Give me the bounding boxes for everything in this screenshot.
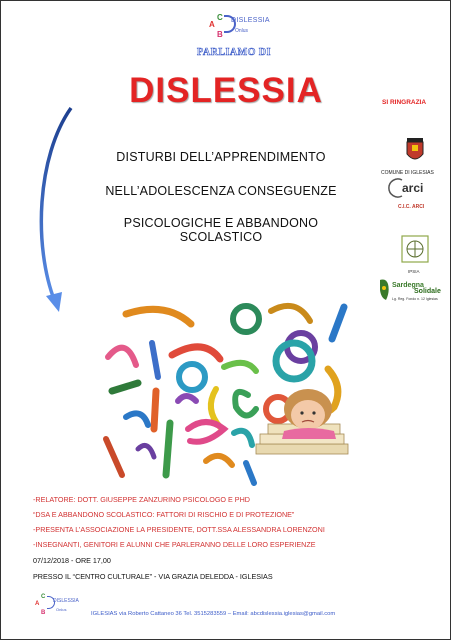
relatore-line: -RELATORE: DOTT. GIUSEPPE ZANZURINO PSICOLOGO E PHD bbox=[33, 495, 250, 504]
cic-arci-label: C.I.C. ARCI bbox=[398, 204, 425, 210]
subtitle-line-3: PSICOLOGICHE E ABBANDONO SCOLASTICO bbox=[123, 216, 319, 244]
logo-letter-a: A bbox=[209, 20, 215, 29]
subtitle-line-1: DISTURBI DELL’APPRENDIMENTO bbox=[116, 150, 326, 164]
sardegna-word: Sardegna bbox=[392, 282, 424, 289]
letters-and-child-illustration bbox=[96, 299, 356, 489]
si-ringrazia-label: SI RINGRAZIA bbox=[382, 99, 427, 106]
ipsia-emblem-icon bbox=[401, 235, 429, 265]
logo-letter-c: C bbox=[217, 13, 223, 22]
insegnanti-line: -INSEGNANTI, GENITORI E ALUNNI CHE PARLERANNO DELLE LORO ESPERIENZE bbox=[33, 540, 316, 549]
footer-logo-letter-b: B bbox=[41, 610, 46, 616]
parliamo-di-heading: PARLIAMO DI bbox=[197, 47, 271, 58]
subtitle-line-2: NELL’ADOLESCENZA CONSEGUENZE bbox=[105, 184, 337, 198]
footer-logo-name: DISLESSIA bbox=[53, 598, 79, 604]
date-line: 07/12/2018 - ORE 17,00 bbox=[33, 556, 111, 565]
arci-logo-text: arci bbox=[402, 181, 424, 195]
comune-crest-icon bbox=[404, 136, 426, 164]
logo-onlus: Onlus bbox=[235, 28, 249, 34]
talk-title-line: “DSA E ABBANDONO SCOLASTICO: FATTORI DI RISCHIO E DI PROTEZIONE” bbox=[33, 510, 295, 519]
contacts-line: IGLESIAS via Roberto Cattaneo 36 Tel. 3515283559 – Email: abcdislessia.iglesias@gmail.com bbox=[91, 611, 336, 617]
logo-letter-b: B bbox=[217, 30, 223, 39]
arci-logo-icon bbox=[386, 177, 436, 199]
page-title: DISLESSIA bbox=[129, 71, 323, 110]
curved-arrow-icon bbox=[29, 106, 89, 316]
footer-logo-letter-a: A bbox=[35, 601, 40, 607]
sardegna-fine-print: Lg. Reg. Fondo n. 12 Iglesias bbox=[392, 297, 438, 301]
logo-name: DISLESSIA bbox=[231, 17, 270, 24]
footer-abc-dislessia-logo bbox=[31, 591, 91, 621]
footer-logo-letter-c: C bbox=[41, 594, 46, 600]
footer-logo-onlus: Onlus bbox=[56, 607, 67, 612]
solidale-word: Solidale bbox=[414, 288, 441, 295]
comune-label: COMUNE DI IGLESIAS bbox=[381, 170, 434, 176]
venue-line: PRESSO IL “CENTRO CULTURALE” - VIA GRAZIA DELEDDA - IGLESIAS bbox=[33, 572, 273, 581]
presenta-line: -PRESENTA L’ASSOCIAZIONE LA PRESIDENTE, DOTT.SSA ALESSANDRA LORENZONI bbox=[33, 525, 325, 534]
sardegna-solidale-logo bbox=[376, 276, 446, 304]
abc-dislessia-logo bbox=[201, 9, 291, 43]
ipsia-label: IPSIA bbox=[408, 269, 420, 274]
